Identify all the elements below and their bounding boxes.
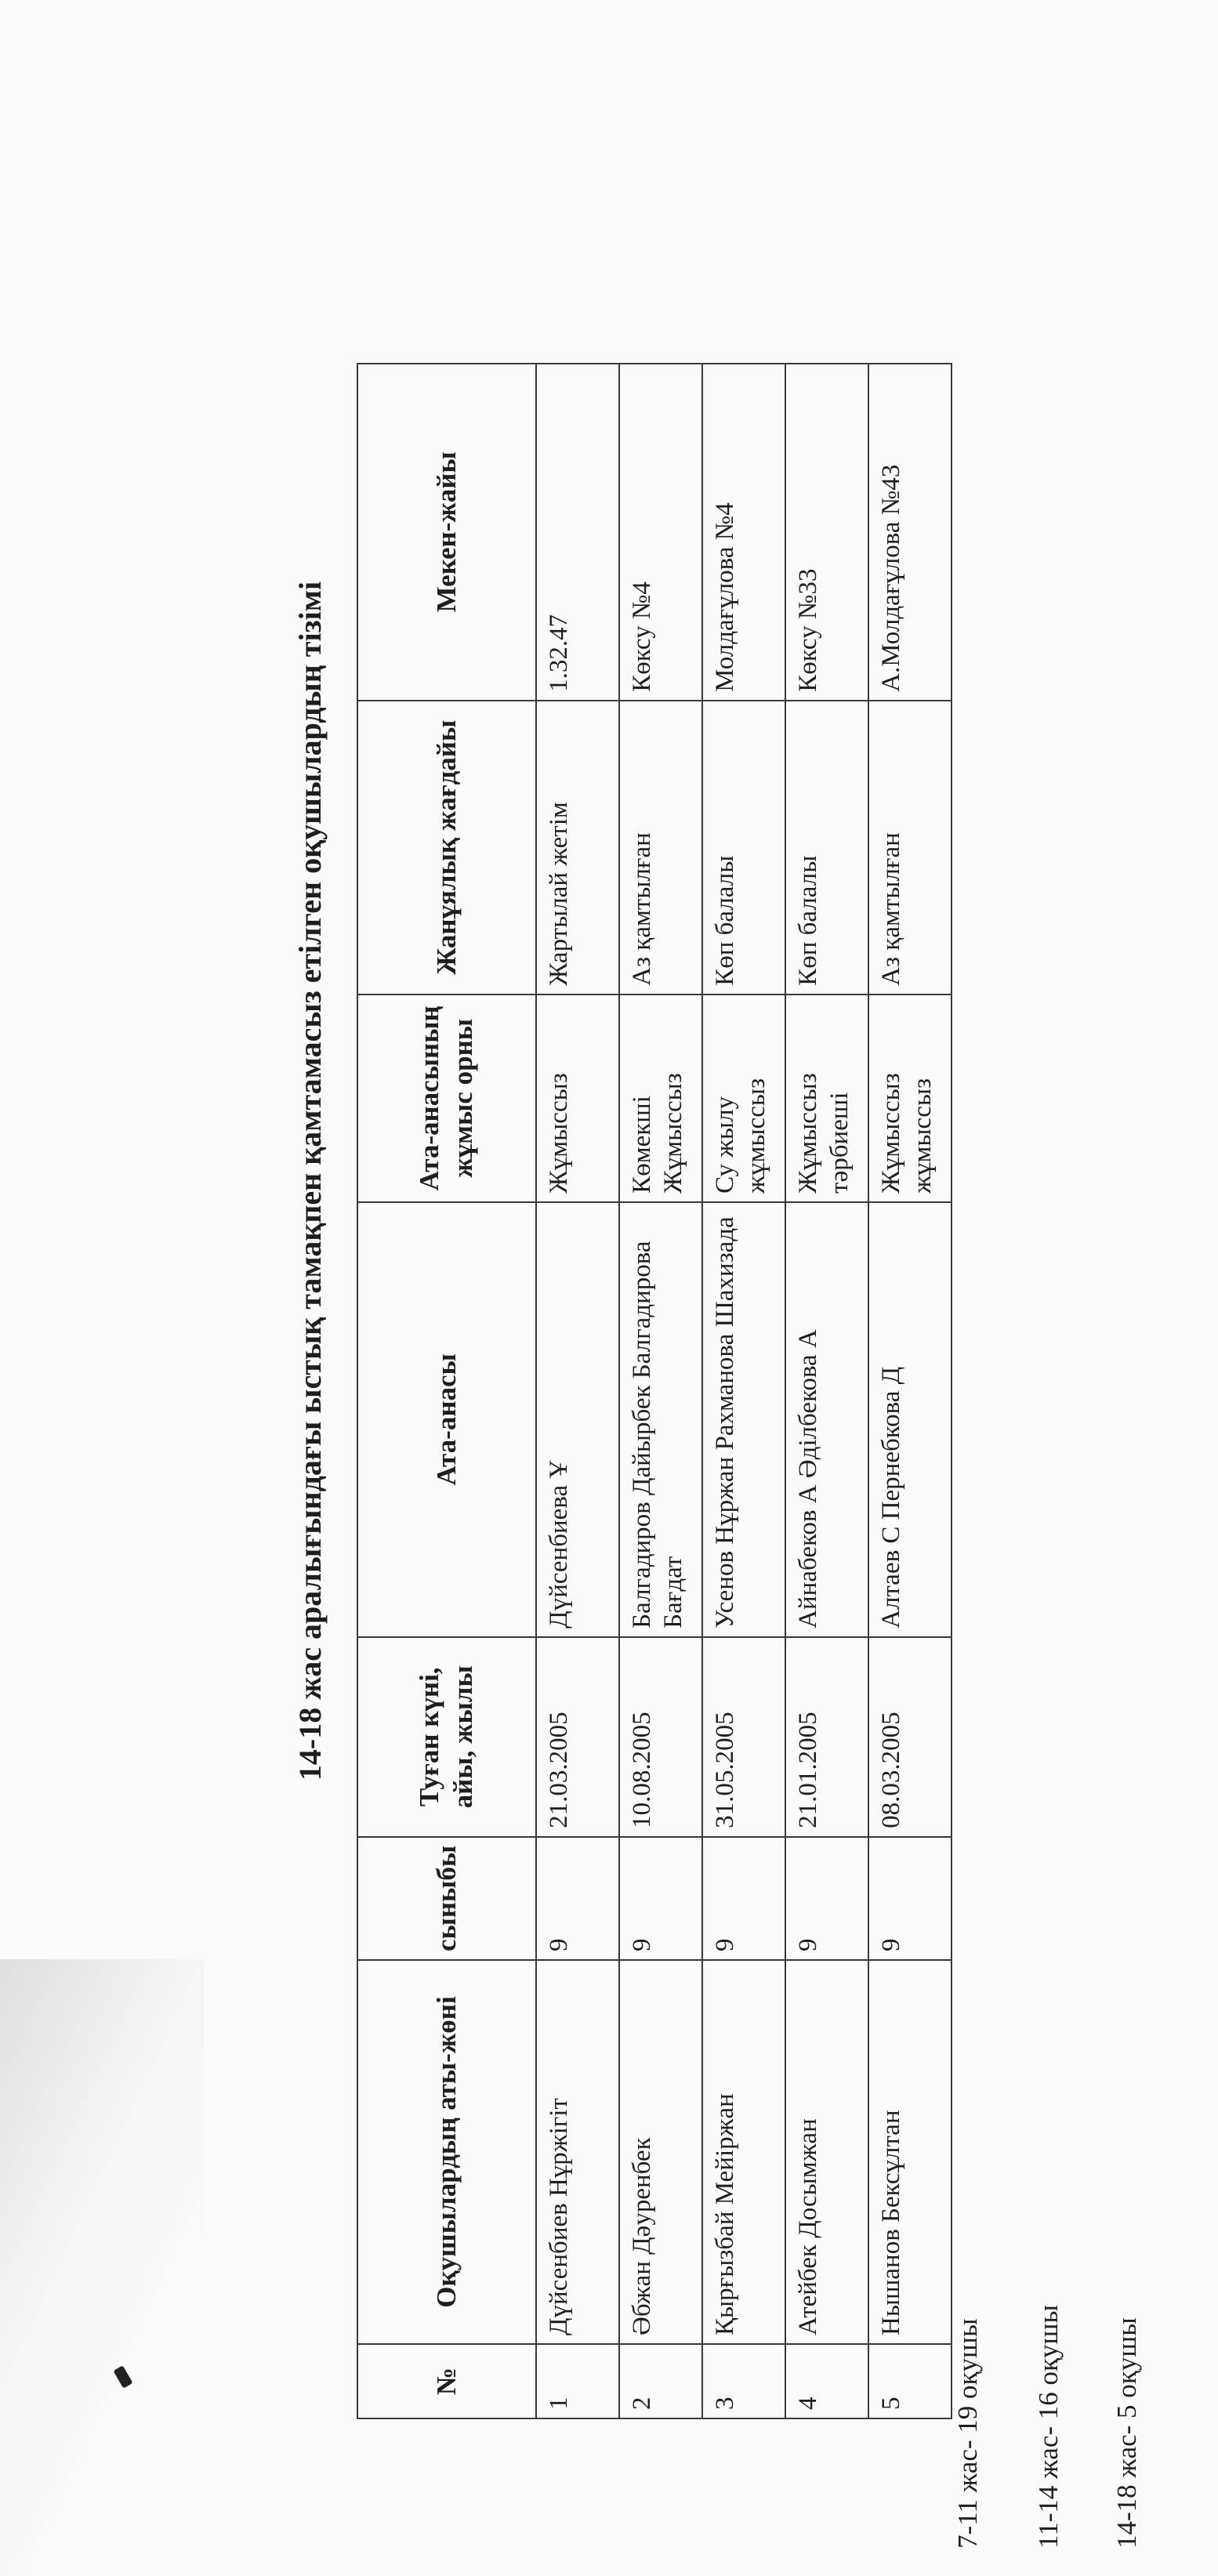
row-number: 4 <box>785 2344 868 2418</box>
parents: Алтаев С Пернебкова Д <box>868 1202 952 1637</box>
student-name: Атейбек Досымжан <box>785 1960 868 2344</box>
parents-work: Жұмыссыз <box>536 995 619 1202</box>
family-status: Көп балалы <box>702 701 785 995</box>
birth-date: 21.03.2005 <box>536 1637 619 1837</box>
address: Көксу №33 <box>785 364 868 701</box>
family-status: Аз қамтылған <box>868 701 952 995</box>
birth-date: 31.05.2005 <box>702 1637 785 1837</box>
col-parents-work-header: Ата-анасының жұмыс орны <box>357 995 536 1202</box>
students-table <box>357 363 952 2419</box>
student-class: 9 <box>619 1837 702 1960</box>
row-number: 3 <box>702 2344 785 2418</box>
family-status: Көп балалы <box>785 701 868 995</box>
col-family-status-header: Жанұялық жағдайы <box>357 701 536 995</box>
parents-work: Жұмыссыз жұмыссыз <box>868 995 952 1202</box>
student-class: 9 <box>536 1837 619 1960</box>
table-row <box>868 364 952 2418</box>
birth-date: 08.03.2005 <box>868 1637 952 1837</box>
parents-work: Су жылу жұмыссыз <box>702 995 785 1202</box>
student-class: 9 <box>702 1837 785 1960</box>
col-class-header: сыныбы <box>357 1837 536 1960</box>
row-number: 5 <box>868 2344 952 2418</box>
summary-line-11-14: 11-14 жас- 16 оқушы <box>1033 2305 1064 2549</box>
address: А.Молдағұлова №43 <box>868 364 952 701</box>
row-number: 2 <box>619 2344 702 2418</box>
family-status: Жартылай жетім <box>536 701 619 995</box>
parents-work: Көмекші Жұмыссыз <box>619 995 702 1202</box>
col-name-header: Оқушылардың аты-жөні <box>357 1960 536 2344</box>
summary-line-7-11: 7-11 жас- 19 оқушы <box>952 2318 983 2549</box>
student-name: Дүйсенбиев Нұржігіт <box>536 1960 619 2344</box>
student-name: Қырғызбай Мейіржан <box>702 1960 785 2344</box>
family-status: Аз қамтылған <box>619 701 702 995</box>
address: Көксу №4 <box>619 364 702 701</box>
table-row <box>619 364 702 2418</box>
parents-work: Жұмыссыз тәрбиеші <box>785 995 868 1202</box>
document-title: 14-18 жас аралығындағы ыстық тамақпен қамтамасыз етілген оқушылардың тізімі <box>292 581 328 1781</box>
col-parents-header: Ата-анасы <box>357 1202 536 1637</box>
table-row <box>785 364 868 2418</box>
summary-line-14-18: 14-18 жас- 5 оқушы <box>1111 2317 1142 2549</box>
student-class: 9 <box>785 1837 868 1960</box>
student-name: Нышанов Бексұлтан <box>868 1960 952 2344</box>
col-address-header: Мекен-жайы <box>357 364 536 701</box>
birth-date: 21.01.2005 <box>785 1637 868 1837</box>
table-header-row <box>357 364 536 2418</box>
table-row <box>536 364 619 2418</box>
parents: Айнабеков А Әділбекова А <box>785 1202 868 1637</box>
row-number: 1 <box>536 2344 619 2418</box>
parents: Усенов Нұржан Рахманова Шахизада <box>702 1202 785 1637</box>
address: Молдағұлова №4 <box>702 364 785 701</box>
col-number-header: № <box>357 2344 536 2418</box>
table-row <box>702 364 785 2418</box>
address: 1.32.47 <box>536 364 619 701</box>
student-name: Әбжан Дәуренбек <box>619 1960 702 2344</box>
col-birthdate-header: Туған күні, айы, жылы <box>357 1637 536 1837</box>
parents: Балгадиров Дайырбек Балгадирова Бағдат <box>619 1202 702 1637</box>
student-class: 9 <box>868 1837 952 1960</box>
birth-date: 10.08.2005 <box>619 1637 702 1837</box>
parents: Дүйсенбиева Ұ <box>536 1202 619 1637</box>
